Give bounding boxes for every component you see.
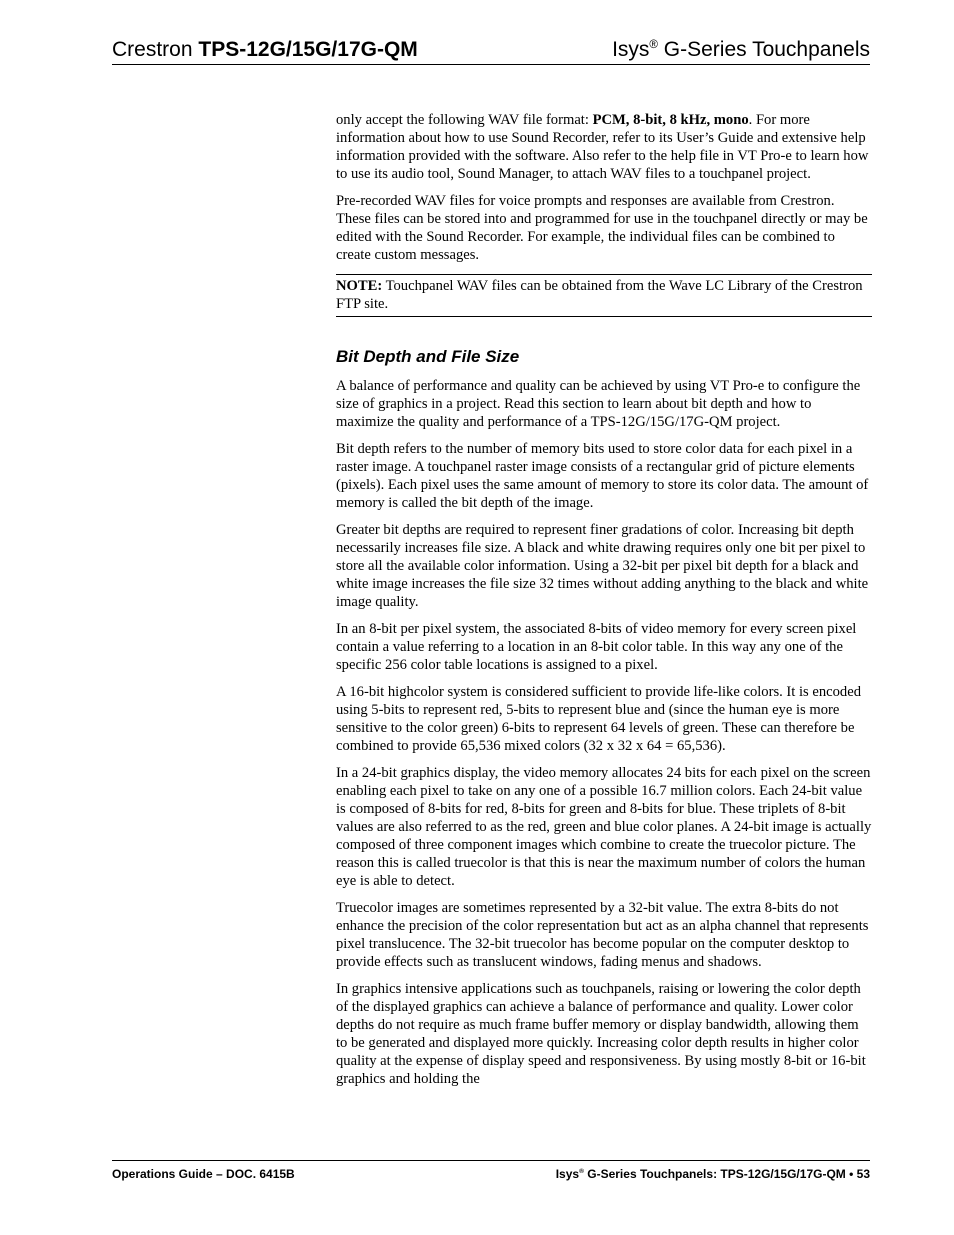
intro-text-start: only accept the following WAV file format: [336, 112, 593, 128]
section-paragraph: In an 8-bit per pixel system, the associated 8-bits of video memory for every screen pixel contain a value referring to a location in an 8-bit color table. In this way any one of the specific 256 color table locations is assigned to a pixel. [336, 621, 857, 673]
section-paragraph: Truecolor images are sometimes represented by a 32-bit value. The extra 8-bits do not enhance the precision of the color representation but act as an alpha channel that represents pixel translucence. The 32-bit truecolor has become popular on the computer desktop to provide effects such as translucent windows, fading menus and shadows. [336, 900, 869, 970]
page-footer [112, 1160, 870, 1181]
footer-doc-id: Operations Guide – DOC. 6415B [112, 1167, 295, 1181]
header-model: TPS-12G/15G/17G-QM [198, 38, 418, 61]
section-paragraph: Bit depth refers to the number of memory bits used to store color data for each pixel in a raster image. A touchpanel raster image consists of a rectangular grid of picture elements (pixels). Each pixel uses the same amount of memory to store its color data. The amount of memory is called the bit depth of the image. [336, 441, 869, 511]
note-box [336, 274, 872, 317]
header-series-suffix: G-Series Touchpanels [663, 38, 870, 61]
footer-series-name: Isys [555, 1167, 580, 1181]
section-heading: Bit Depth and File Size [336, 347, 520, 366]
main-content [336, 111, 872, 1097]
note-label: NOTE: [336, 278, 383, 294]
registered-mark: ® [649, 39, 658, 51]
section-paragraph: A 16-bit highcolor system is considered sufficient to provide life-like colors. It is encoded using 5-bits to represent red, 5-bits to represent blue and (since the human eye is more sensitive to the color green) 6-bits to represent 64 levels of green. These can therefore be combined to provide 65,536 mixed colors (32 x 32 x 64 = 65,536). [336, 684, 861, 754]
footer-title-page: G-Series Touchpanels: TPS-12G/15G/17G-QM • 53 [583, 1167, 870, 1181]
header-brand: Crestron [112, 38, 193, 61]
header-product [112, 38, 418, 62]
section-paragraph: In graphics intensive applications such as touchpanels, raising or lowering the color depth of the displayed graphics can achieve a balance of performance and quality. Lower color depths do not require as much frame buffer memory or display bandwidth, allowing them to be generated and displayed more quickly. Increasing color depth results in higher color quality at the expense of display speed and responsiveness. By using mostly 8-bit or 16-bit graphics and holding the [336, 981, 866, 1087]
intro-paragraph-1 [336, 111, 872, 183]
page-header [112, 36, 870, 65]
note-text: Touchpanel WAV files can be obtained from the Wave LC Library of the Crestron FTP site. [336, 278, 863, 312]
footer-registered-mark: ® [579, 1168, 584, 1175]
intro-paragraph-2: Pre-recorded WAV files for voice prompts and responses are available from Crestron. These files can be stored into and programmed for use in the touchpanel directly or may be edited with the Sound Recorder. For example, the individual files can be combined to create custom messages. [336, 193, 868, 263]
header-series-name: Isys [612, 38, 650, 61]
section-paragraph: In a 24-bit graphics display, the video memory allocates 24 bits for each pixel on the screen enabling each pixel to take on any one of a possible 16.7 million colors. Each 24-bit value is composed of 8-bits for red, 8-bits for green and 8-bits for blue. These triplets of 8-bit values are also referred to as the red, green and blue color planes. A 24-bit image is actually composed of three component images which combine to create the truecolor picture. The reason this is called truecolor is that this is near the maximum number of colors the human eye is able to detect. [336, 765, 872, 889]
section-paragraph: Greater bit depths are required to represent finer gradations of color. Increasing bit depth necessarily increases file size. A black and white drawing requires only one bit per pixel to store all the available color information. Using a 32-bit per pixel bit depth for a black and white image increases the file size 32 times without adding anything to the black and white image quality. [336, 522, 869, 610]
intro-text-end: . For more information about how to use Sound Recorder, refer to its User’s Guide and extensive help information provided with the software. Also refer to the help file in VT Pro-e to learn how to use its audio tool, Sound Manager, to attach WAV files to a touchpanel project. [336, 112, 869, 182]
footer-page-info [556, 1167, 870, 1181]
header-series [612, 38, 870, 62]
wav-format: PCM, 8-bit, 8 kHz, mono [592, 112, 749, 128]
section-paragraph: A balance of performance and quality can be achieved by using VT Pro-e to configure the size of graphics in a project. Read this section to learn about bit depth and how to maximize the quality and performance of a TPS-12G/15G/17G-QM project. [336, 378, 861, 430]
